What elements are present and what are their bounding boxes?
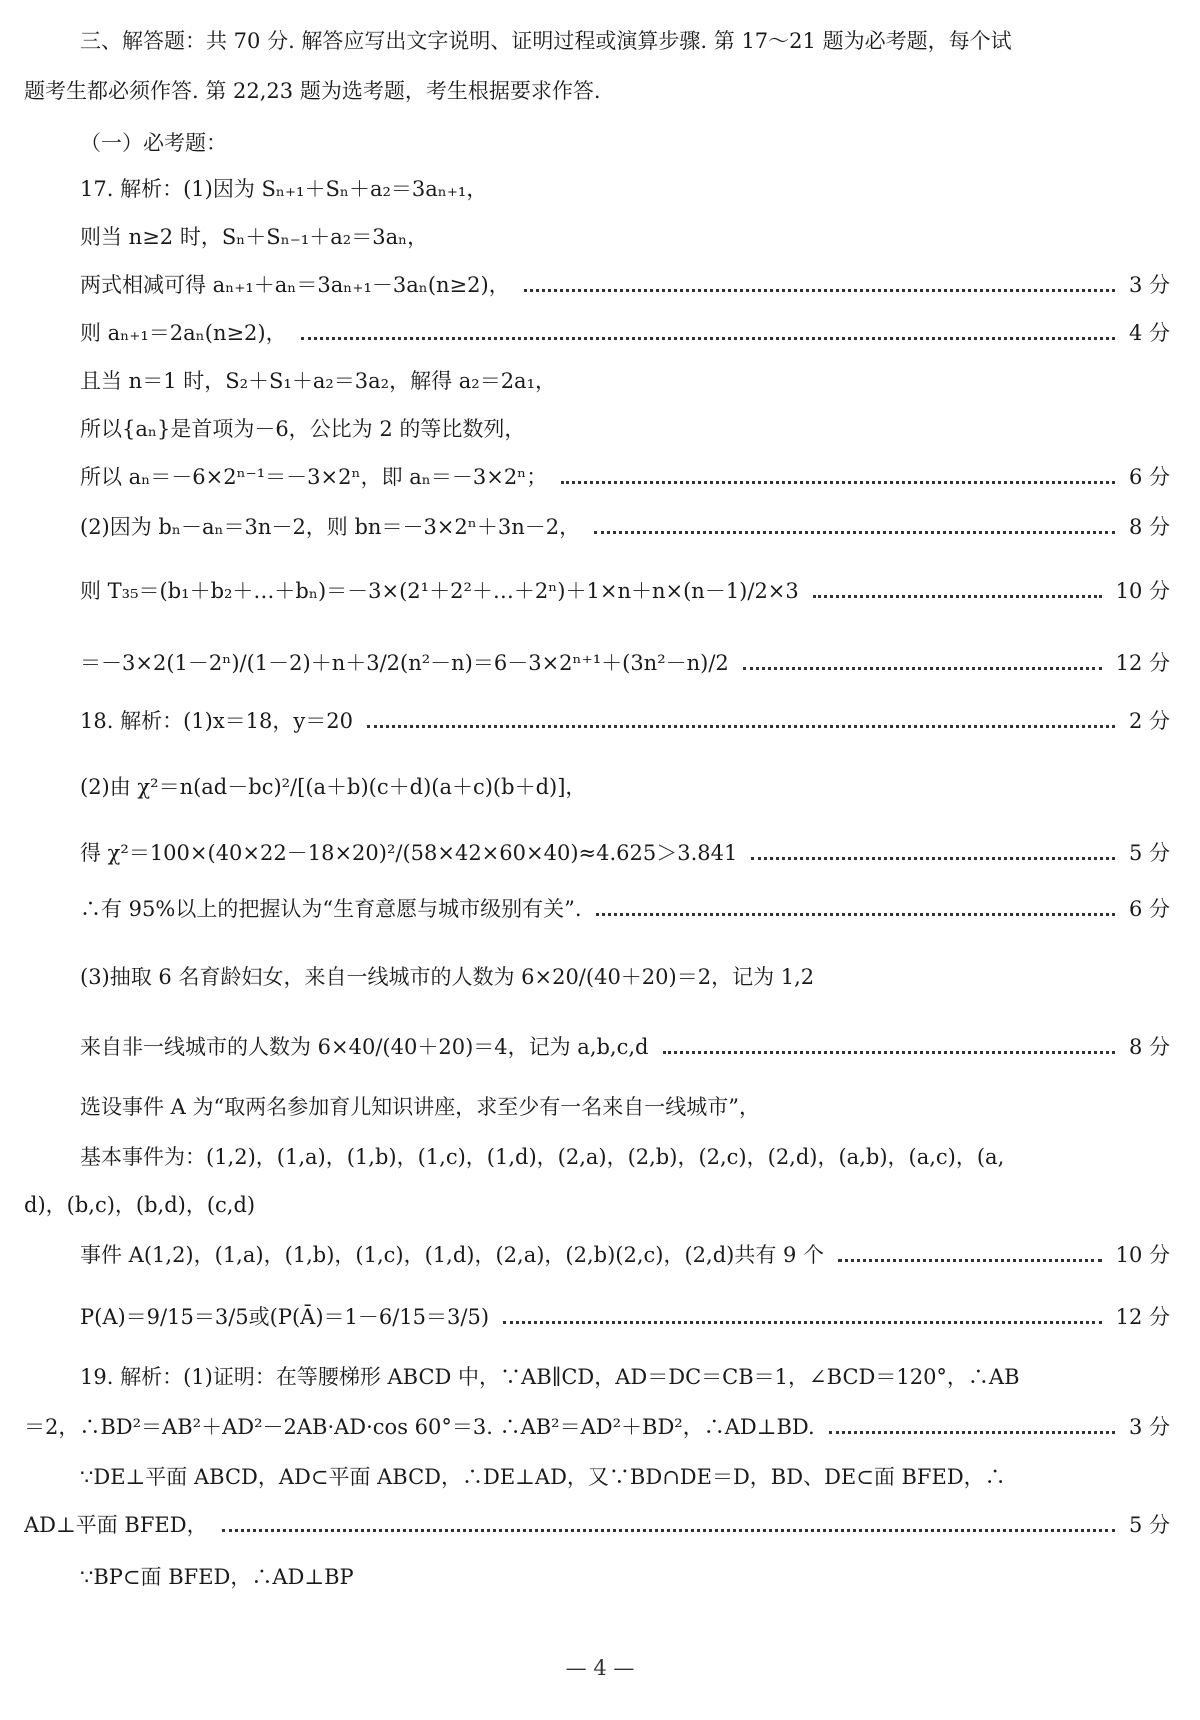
line-text: 来自非一线城市的人数为 6×40/(40＋20)＝4，记为 a,b,c,d bbox=[80, 1035, 649, 1059]
dot-leader bbox=[829, 1431, 1115, 1434]
line-text: 基本事件为：(1,2)，(1,a)，(1,b)，(1,c)，(1,d)，(2,a)，(2,b)，(2,c)，(2,d)，(a,b)，(a,c)，(a, bbox=[80, 1145, 1005, 1169]
dot-leader bbox=[838, 1259, 1102, 1262]
dot-leader bbox=[524, 289, 1115, 292]
score-label: 6 分 bbox=[1128, 897, 1170, 921]
dot-leader bbox=[367, 725, 1115, 728]
solution-line bbox=[0, 700, 1200, 740]
solution-line bbox=[0, 70, 1200, 110]
line-text: ∴有 95%以上的把握认为“生育意愿与城市级别有关”. bbox=[80, 897, 582, 921]
solution-line bbox=[0, 1356, 1200, 1396]
line-text: P(A)＝9/15＝3/5或(P(Ā)＝1－6/15＝3/5) bbox=[80, 1305, 490, 1329]
line-text: ＝－3×2(1－2ⁿ)/(1－2)＋n＋3/2(n²－n)＝6－3×2ⁿ⁺¹＋(3n²－n)/2 bbox=[80, 651, 729, 675]
score-label: 5 分 bbox=[1128, 1513, 1170, 1537]
line-text: 19. 解析：(1)证明：在等腰梯形 ABCD 中，∵AB∥CD，AD＝DC＝CB＝1，∠BCD＝120°，∴AB bbox=[80, 1365, 1020, 1389]
solution-line bbox=[0, 1456, 1200, 1496]
dot-leader bbox=[663, 1051, 1115, 1054]
solution-line bbox=[0, 630, 1200, 694]
dot-leader bbox=[301, 337, 1115, 340]
score-label: 10 分 bbox=[1115, 579, 1170, 603]
line-text: d)，(b,c)，(b,d)，(c,d) bbox=[24, 1193, 256, 1217]
solution-line bbox=[0, 1184, 1200, 1224]
score-label: 5 分 bbox=[1128, 841, 1170, 865]
dot-leader bbox=[751, 857, 1115, 860]
line-text: 三、解答题：共 70 分. 解答应写出文字说明、证明过程或演算步骤. 第 17～21 题为必考题，每个试 bbox=[80, 29, 1012, 53]
solution-line bbox=[0, 312, 1200, 352]
dot-leader bbox=[503, 1321, 1102, 1324]
line-text: 题考生都必须作答. 第 22,23 题为选考题，考生根据要求作答. bbox=[24, 79, 601, 103]
line-text: ∵DE⊥平面 ABCD，AD⊂平面 ABCD，∴DE⊥AD，又∵BD∩DE＝D，BD、DE⊂面 BFED，∴ bbox=[80, 1465, 1006, 1489]
line-text: (2)由 χ²＝n(ad－bc)²/[(a＋b)(c＋d)(a＋c)(b＋d)]， bbox=[80, 775, 587, 799]
score-label: 3 分 bbox=[1128, 273, 1170, 297]
line-text: AD⊥平面 BFED， bbox=[24, 1513, 208, 1537]
solution-line bbox=[0, 456, 1200, 496]
solution-line bbox=[0, 1086, 1200, 1126]
line-text: (3)抽取 6 名育龄妇女，来自一线城市的人数为 6×20/(40＋20)＝2，记为 1,2 bbox=[80, 965, 815, 989]
line-text: 18. 解析：(1)x＝18，y＝20 bbox=[80, 709, 353, 733]
line-text: 选设事件 A 为“取两名参加育儿知识讲座，求至少有一名来自一线城市”， bbox=[80, 1095, 760, 1119]
solution-line bbox=[0, 888, 1200, 928]
line-text: 所以{aₙ}是首项为－6，公比为 2 的等比数列， bbox=[80, 417, 526, 441]
solution-line bbox=[0, 506, 1200, 546]
score-label: 3 分 bbox=[1128, 1415, 1170, 1439]
line-text: (2)因为 bₙ－aₙ＝3n－2，则 bn＝－3×2ⁿ＋3n－2， bbox=[80, 515, 581, 539]
line-text: 则当 n≥2 时，Sₙ＋Sₙ₋₁＋a₂＝3aₙ， bbox=[80, 225, 429, 249]
score-label: 2 分 bbox=[1128, 709, 1170, 733]
score-label: 12 分 bbox=[1115, 651, 1170, 675]
line-text: 事件 A(1,2)，(1,a)，(1,b)，(1,c)，(1,d)，(2,a)，(2,b)(2,c)，(2,d)共有 9 个 bbox=[80, 1243, 825, 1267]
solution-line bbox=[0, 20, 1200, 60]
solution-line bbox=[0, 408, 1200, 448]
score-label: 10 分 bbox=[1115, 1243, 1170, 1267]
line-text: 两式相减可得 aₙ₊₁＋aₙ＝3aₙ₊₁－3aₙ(n≥2)， bbox=[80, 273, 510, 297]
dot-leader bbox=[596, 913, 1115, 916]
dot-leader bbox=[561, 481, 1115, 484]
line-text: 所以 aₙ＝－6×2ⁿ⁻¹＝－3×2ⁿ，即 aₙ＝－3×2ⁿ； bbox=[80, 465, 548, 489]
line-text: 则 aₙ₊₁＝2aₙ(n≥2)， bbox=[80, 321, 287, 345]
solution-line bbox=[0, 944, 1200, 1008]
solution-line bbox=[0, 360, 1200, 400]
line-text: 则 T₃₅＝(b₁＋b₂＋…＋bₙ)＝－3×(2¹＋2²＋…＋2ⁿ)＋1×n＋n×(n－1)/2×3 bbox=[80, 579, 799, 603]
solution-line bbox=[0, 1136, 1200, 1176]
solution-line bbox=[0, 1556, 1200, 1596]
solution-line bbox=[0, 264, 1200, 304]
solution-line bbox=[0, 1406, 1200, 1446]
dot-leader bbox=[743, 667, 1102, 670]
page-number: — 4 — bbox=[565, 1656, 635, 1680]
score-label: 8 分 bbox=[1128, 1035, 1170, 1059]
solution-line bbox=[0, 1014, 1200, 1078]
solution-line bbox=[0, 558, 1200, 622]
line-text: （一）必考题： bbox=[80, 131, 227, 155]
solution-line bbox=[0, 168, 1200, 208]
dot-leader bbox=[813, 595, 1102, 598]
line-text: 得 χ²＝100×(40×22－18×20)²/(58×42×60×40)≈4.625＞3.841 bbox=[80, 841, 738, 865]
score-label: 4 分 bbox=[1128, 321, 1170, 345]
solution-line bbox=[0, 820, 1200, 884]
line-text: ＝2，∴BD²＝AB²＋AD²－2AB·AD·cos 60°＝3. ∴AB²＝AD²＋BD²，∴AD⊥BD. bbox=[24, 1415, 815, 1439]
score-label: 6 分 bbox=[1128, 465, 1170, 489]
solution-line bbox=[0, 1504, 1200, 1544]
solution-line bbox=[0, 216, 1200, 256]
line-text: ∵BP⊂面 BFED，∴AD⊥BP bbox=[80, 1565, 354, 1589]
solution-line bbox=[0, 122, 1200, 162]
solution-line bbox=[0, 754, 1200, 818]
line-text: 17. 解析：(1)因为 Sₙ₊₁＋Sₙ＋a₂＝3aₙ₊₁， bbox=[80, 177, 488, 201]
line-text: 且当 n＝1 时，S₂＋S₁＋a₂＝3a₂，解得 a₂＝2a₁， bbox=[80, 369, 556, 393]
score-label: 8 分 bbox=[1128, 515, 1170, 539]
dot-leader bbox=[222, 1529, 1115, 1532]
solution-line bbox=[0, 1284, 1200, 1348]
score-label: 12 分 bbox=[1115, 1305, 1170, 1329]
dot-leader bbox=[594, 531, 1115, 534]
solution-line bbox=[0, 1234, 1200, 1274]
